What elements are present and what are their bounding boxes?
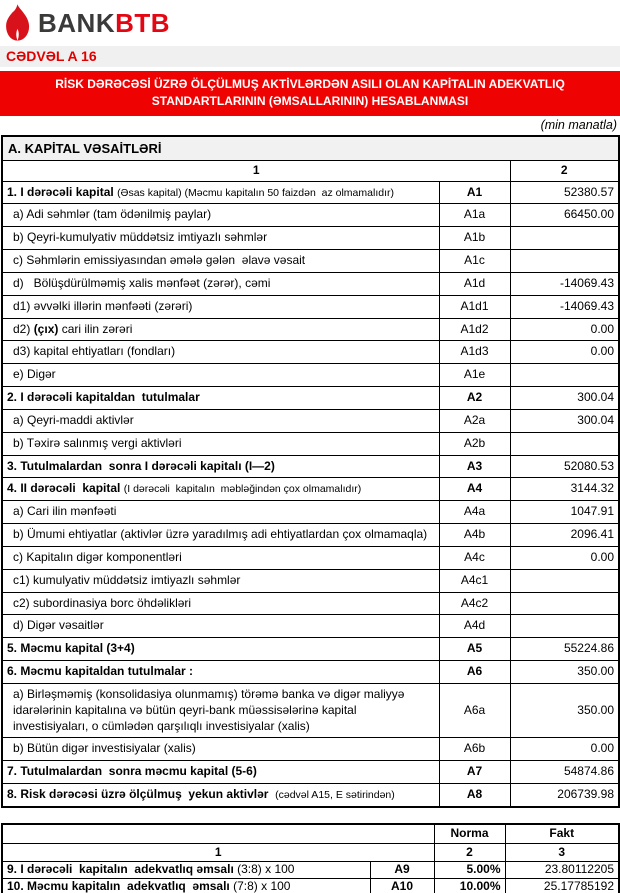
adequacy-ratio-table [1,823,620,893]
table-row [2,409,619,432]
row-label-cell [2,569,439,592]
row-value-cell: -14069.43 [510,295,619,318]
row-value-cell: 0.00 [510,738,619,761]
row-code-cell: A4c [439,546,510,569]
row-label-cell [2,761,439,784]
row-label-part: e) Digər [13,367,56,382]
row-fakt-cell: 23.80112205 [505,862,619,879]
row-label-cell [2,683,439,737]
table-row [2,181,619,204]
bank-logo [0,0,620,45]
row-code-cell: A1d1 [439,295,510,318]
table-row [2,295,619,318]
row-label-part: (I dərəcəli kapitalın məbləğindən çox olmamalıdır) [123,483,362,496]
row-label-part: 6. Məcmu kapitaldan tutulmalar : [7,664,194,679]
row-label-part: c) Kapitalın digər komponentləri [13,549,182,564]
row-code-cell: A4a [439,501,510,524]
row-label-part: d) Bölüşdürülməmiş xalis mənfəət (zərər), cəmi [13,275,271,290]
row-value-cell [510,569,619,592]
row-code-cell: A10 [370,879,434,893]
row-value-cell: 66450.00 [510,204,619,227]
row-label-cell [2,524,439,547]
table-row [2,524,619,547]
row-label-part: c2) subordinasiya borc öhdəlikləri [13,595,192,610]
row-label-part: a) Adi səhmlər (tam ödənilmiş paylar) [13,207,212,222]
row-norma-cell: 5.00% [434,862,505,879]
ratio-header-row [2,824,619,843]
row-label-cell [2,546,439,569]
table-row [2,615,619,638]
table-row [2,683,619,737]
table-row [2,318,619,341]
table-row [2,341,619,364]
column-number-header-row [2,160,619,181]
table-row [2,432,619,455]
row-label-part: 1. I dərəcəli kapital [7,184,118,199]
row-code-cell: A1b [439,227,510,250]
row-code-cell: A1d2 [439,318,510,341]
row-label-part: d3) kapital ehtiyatları (fondları) [13,344,176,359]
row-label-cell [2,638,439,661]
row-label-part: 9. I dərəcəli kapitalın adekvatlıq əmsalı [7,862,238,877]
logo-btb-word: BTB [115,8,171,38]
table-code-title: CƏDVƏL A 16 [0,45,620,67]
row-value-cell: -14069.43 [510,272,619,295]
table-row [2,569,619,592]
row-value-cell [510,592,619,615]
section-header-row [2,136,619,161]
row-code-cell: A6a [439,683,510,737]
row-label-cell [2,272,439,295]
row-label-part: (cədvəl A15, E sətirindən) [275,789,395,801]
row-label-part: a) Qeyri-maddi aktivlər [13,412,134,427]
ratio-number-header-row [2,843,619,862]
row-norma-cell: 10.00% [434,879,505,893]
table-row [2,879,619,893]
table-row [2,638,619,661]
report-title-line1: RİSK DƏRƏCƏSİ ÜZRƏ ÖLÇÜLMUŞ AKTİVLƏRDƏN ASILI OLAN KAPİTALIN ADEKVATLIQ [55,77,565,91]
row-fakt-cell: 25.17785192 [505,879,619,893]
row-label-cell [2,862,370,879]
ratio-col-header-1: 1 [2,843,434,862]
table-row [2,455,619,478]
row-code-cell: A1e [439,364,510,387]
row-value-cell [510,615,619,638]
row-value-cell: 300.04 [510,387,619,410]
row-label-cell [2,478,439,501]
units-note: (min manatla) [540,117,617,132]
row-label-cell [2,250,439,273]
row-code-cell: A2 [439,387,510,410]
row-value-cell: 0.00 [510,318,619,341]
col-header-1: 1 [2,160,510,181]
row-label-cell [2,341,439,364]
row-label-part: d2) [13,321,34,336]
row-value-cell [510,432,619,455]
row-value-cell: 350.00 [510,683,619,737]
table-row [2,204,619,227]
capital-table-body [2,136,619,807]
row-label-cell [2,387,439,410]
table-row [2,862,619,879]
table-row [2,784,619,807]
table-row [2,501,619,524]
table-row [2,661,619,684]
row-code-cell: A7 [439,761,510,784]
row-label-part: (Əsas kapital) (Məcmu kapitalın 50 faizdən az olmamalıdır) [117,186,394,199]
row-code-cell: A4d [439,615,510,638]
row-value-cell: 54874.86 [510,761,619,784]
row-label-part: (çıx) [33,321,59,336]
table-row [2,478,619,501]
row-label-part: a) Birləşməmiş (konsolidasiya olunmamış) törəmə banka və digər maliyyə idarələrinin kapitalına və bütün qeyri-bank müəssisələrinə kapital investisiyaları, o cümlədən qarşılıqlı investisiyalar (xalis) [13,686,408,733]
row-label-part: c1) kumulyativ müddətsiz imtiyazlı səhmlər [13,572,241,587]
ratio-col-header-2: 2 [434,843,505,862]
row-value-cell: 52080.53 [510,455,619,478]
row-code-cell: A1a [439,204,510,227]
section-header: A. KAPİTAL VƏSAİTLƏRİ [2,136,619,161]
report-title-banner [0,71,620,116]
row-value-cell: 52380.57 [510,181,619,204]
row-label-part: 4. II dərəcəli kapital [7,481,124,496]
norma-column-header: Norma [434,824,505,843]
row-label-part: cari ilin zərəri [58,321,133,336]
row-label-cell [2,661,439,684]
row-code-cell: A6 [439,661,510,684]
row-code-cell: A3 [439,455,510,478]
row-label-cell [2,364,439,387]
row-label-part: b) Qeyri-kumulyativ müddətsiz imtiyazlı səhmlər [13,230,268,245]
row-code-cell: A2a [439,409,510,432]
table-row [2,592,619,615]
row-label-cell [2,615,439,638]
row-label-part: 7. Tutulmalardan sonra məcmu kapital (5-6) [7,764,257,779]
row-label-cell [2,295,439,318]
row-label-cell [2,784,439,807]
row-code-cell: A4 [439,478,510,501]
row-label-part: 3. Tutulmalardan sonra I dərəcəli kapitalı (I—2) [7,458,275,473]
row-code-cell: A4c2 [439,592,510,615]
row-label-cell [2,227,439,250]
row-label-part: b) Ümumi ehtiyatlar (aktivlər üzrə yaradılmış adi ehtiyatlardan çox olmamaqla) [13,527,428,542]
row-value-cell: 300.04 [510,409,619,432]
row-label-part: c) Səhmlərin emissiyasından əmələ gələn əlavə vəsait [13,253,306,268]
table-row [2,250,619,273]
row-value-cell: 206739.98 [510,784,619,807]
row-label-cell [2,432,439,455]
row-label-cell [2,738,439,761]
row-label-cell [2,879,370,893]
row-code-cell: A1d3 [439,341,510,364]
row-code-cell: A6b [439,738,510,761]
row-value-cell: 3144.32 [510,478,619,501]
row-label-part: (3:8) x 100 [237,862,295,877]
row-value-cell: 2096.41 [510,524,619,547]
row-label-part: d1) əvvəlki illərin mənfəəti (zərəri) [13,298,193,313]
table-row [2,227,619,250]
bankbtb-flame-icon [3,4,32,42]
row-value-cell: 1047.91 [510,501,619,524]
logo-bank-word: BANK [38,8,116,38]
ratio-header-empty-cell [2,824,434,843]
row-value-cell [510,227,619,250]
ratio-table-body [2,824,619,893]
row-label-cell [2,181,439,204]
row-code-cell: A1c [439,250,510,273]
ratio-col-header-3: 3 [505,843,619,862]
row-code-cell: A1d [439,272,510,295]
fakt-column-header: Fakt [505,824,619,843]
row-value-cell: 0.00 [510,341,619,364]
row-label-part: d) Digər vəsaitlər [13,618,104,633]
table-row [2,364,619,387]
row-code-cell: A9 [370,862,434,879]
bank-logo-text [38,10,170,36]
table-row [2,272,619,295]
row-value-cell: 55224.86 [510,638,619,661]
row-value-cell [510,250,619,273]
row-label-cell [2,409,439,432]
row-label-part: b) Təxirə salınmış vergi aktivləri [13,435,182,450]
row-label-part: a) Cari ilin mənfəəti [13,504,117,519]
table-row [2,387,619,410]
row-code-cell: A2b [439,432,510,455]
table-row [2,761,619,784]
row-value-cell: 0.00 [510,546,619,569]
row-label-part: b) Bütün digər investisiyalar (xalis) [13,741,196,756]
report-title-line2: STANDARTLARININ (ƏMSALLARININ) HESABLANMASI [151,93,469,108]
row-label-part: 5. Məcmu kapital (3+4) [7,641,135,656]
row-label-part: 8. Risk dərəcəsi üzrə ölçülmuş yekun aktivlər [7,787,276,801]
table-row [2,738,619,761]
capital-table [1,135,620,808]
table-row [2,546,619,569]
row-code-cell: A4c1 [439,569,510,592]
row-label-cell [2,204,439,227]
row-label-cell [2,501,439,524]
row-code-cell: A5 [439,638,510,661]
row-code-cell: A1 [439,181,510,204]
row-code-cell: A4b [439,524,510,547]
row-value-cell [510,364,619,387]
row-label-cell [2,455,439,478]
row-label-cell [2,592,439,615]
row-label-part: 10. Məcmu kapitalın adekvatlıq əmsalı [7,879,234,893]
row-label-part: 2. I dərəcəli kapitaldan tutulmalar [7,390,200,405]
row-label-cell [2,318,439,341]
row-value-cell: 350.00 [510,661,619,684]
row-code-cell: A8 [439,784,510,807]
col-header-2: 2 [510,160,619,181]
row-label-part: (7:8) x 100 [233,879,291,893]
